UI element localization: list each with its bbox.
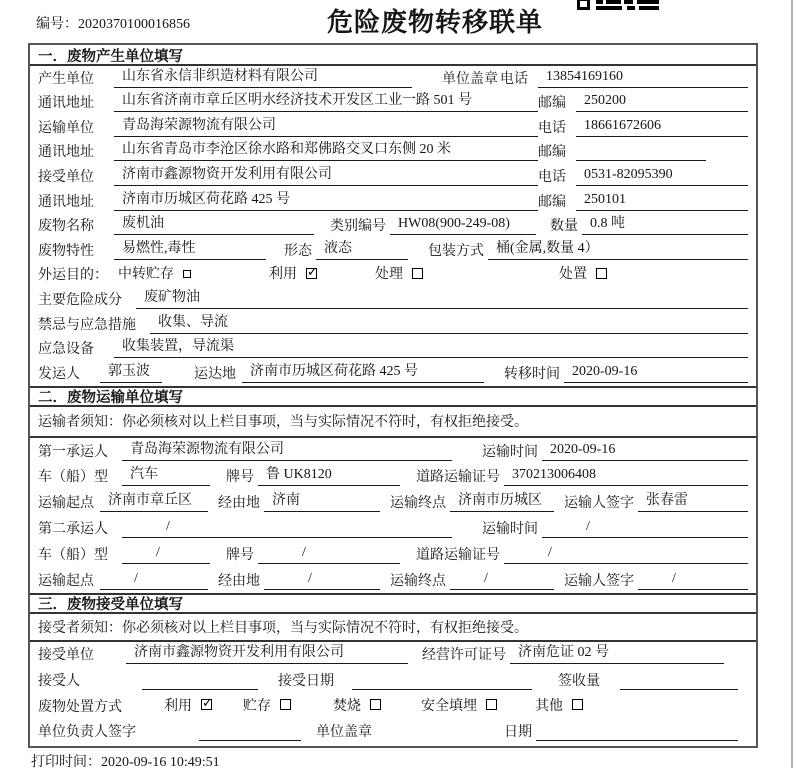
page-title: 危险废物转移联单: [326, 7, 543, 37]
row-first-carrier: [30, 438, 756, 464]
time1-label: 运输时间: [482, 444, 538, 460]
time1-value: 2020-09-16: [542, 442, 748, 461]
phone3-label: 电话: [538, 169, 566, 185]
sign1-value: 张春雷: [638, 489, 748, 512]
row-acceptor: [30, 667, 756, 693]
row-equipment: [30, 337, 756, 362]
end1-label: 运输终点: [390, 496, 446, 512]
purpose-storage-label: 中转贮存: [118, 267, 174, 283]
receiver-value: 济南市鑫源物资开发利用有限公司: [114, 164, 538, 186]
checkbox-disposal-use-icon: [201, 699, 212, 710]
license2-value: /: [504, 545, 748, 564]
accept-unit-value: 济南市鑫源物资开发利用有限公司: [126, 642, 408, 665]
chief-sign-value: [199, 738, 301, 741]
checkbox-disposal-incinerate-icon: [370, 699, 381, 710]
taboo-label: 禁忌与应急措施: [38, 317, 136, 333]
phone3-value: 0531-82095390: [576, 167, 748, 186]
unit-seal-label: 单位盖章: [442, 71, 498, 87]
transporter-notice-text: 运输者须知：你必须核对以上栏目事项，当与实际情况不符时，有权拒绝接受。: [38, 415, 528, 431]
permit-value: 济南危证 02 号: [510, 642, 724, 665]
row-receiver-address: [30, 189, 756, 214]
print-time-line: [31, 751, 220, 771]
character-label: 废物特性: [38, 243, 94, 259]
category-label: 类别编号: [330, 219, 386, 235]
plate1-label: 牌号: [226, 470, 254, 486]
time2-label: 运输时间: [482, 521, 538, 537]
plate1-value: 鲁 UK8120: [258, 464, 400, 487]
purpose-option-treat: [375, 263, 423, 287]
row-vehicle1: [30, 464, 756, 490]
zip3-label: 邮编: [538, 194, 566, 210]
hazard-label: 主要危险成分: [38, 292, 122, 308]
vehicle1-value: 汽车: [122, 464, 210, 487]
hazard-value: 废矿物油: [136, 287, 748, 309]
phone2-label: 电话: [538, 120, 566, 136]
purpose-option-storage: [118, 263, 191, 287]
origin2-value: /: [100, 571, 208, 590]
phone1-label: 电话: [500, 71, 528, 87]
sign2-label: 运输人签字: [564, 573, 634, 589]
license1-value: 370213006408: [504, 467, 748, 486]
via2-value: /: [264, 571, 380, 590]
row-waste-character: [30, 238, 756, 263]
license1-label: 道路运输证号: [416, 470, 500, 486]
row-producer: [30, 66, 756, 91]
purpose-use-label: 利用: [269, 267, 297, 283]
permit-label: 经营许可证号: [422, 648, 506, 664]
section3-header: 三．废物接受单位填写: [30, 593, 756, 614]
disposal-landfill-label: 安全填埋: [421, 698, 477, 714]
end2-value: /: [450, 571, 554, 590]
checkbox-disposal-other-icon: [572, 699, 583, 710]
section1-header: 一．废物产生单位填写: [30, 45, 756, 66]
addr3-label: 通讯地址: [38, 194, 94, 210]
packing-value: 桶(金属,数量 4）: [488, 238, 748, 260]
addr2-value: 山东省青岛市李沧区徐水路和郑佛路交叉口东侧 20 米: [114, 140, 538, 162]
qr-code-icon: [577, 0, 665, 11]
waste-name-value: 废机油: [114, 214, 314, 236]
disposal-store-label: 贮存: [243, 698, 271, 714]
received-qty-value: [620, 687, 738, 690]
row-disposal-method: [30, 693, 756, 719]
disposal-use-label: 利用: [164, 698, 192, 714]
chief-sign-label: 单位负责人签字: [38, 725, 136, 741]
row-waste-name: [30, 214, 756, 239]
carrier1-label: 第一承运人: [38, 444, 108, 460]
equipment-label: 应急设备: [38, 342, 94, 358]
disposal-label: 废物处置方式: [38, 699, 122, 715]
packing-label: 包装方式: [428, 243, 484, 259]
plate2-value: /: [258, 545, 400, 564]
origin2-label: 运输起点: [38, 573, 94, 589]
purpose-option-use: [269, 263, 317, 287]
vehicle1-label: 车（船）型: [38, 470, 108, 486]
row-vehicle2: [30, 541, 756, 567]
section2-body: [30, 407, 756, 593]
equipment-value: 收集装置，导流渠: [114, 337, 748, 359]
sign2-value: /: [638, 571, 748, 590]
row-producer-address: [30, 91, 756, 116]
row-taboo: [30, 312, 756, 337]
disposal-incinerate-label: 焚烧: [333, 698, 361, 714]
disposal-option-incinerate: [333, 695, 381, 719]
character-value: 易燃性,毒性: [114, 238, 266, 260]
accept-date-value: [352, 687, 532, 690]
addr1-label: 通讯地址: [38, 96, 94, 112]
purpose-option-dispose: [559, 263, 607, 287]
sign1-label: 运输人签字: [564, 496, 634, 512]
row-transport-purpose: [30, 263, 756, 288]
end2-label: 运输终点: [390, 573, 446, 589]
carrier2-label: 第二承运人: [38, 521, 108, 537]
received-qty-label: 签收量: [558, 673, 600, 689]
waste-name-label: 废物名称: [38, 219, 94, 235]
checkbox-treat-icon: [412, 268, 423, 279]
disposal-other-label: 其他: [535, 698, 563, 714]
section3-body: [30, 614, 756, 745]
row-receiver-notice: [30, 614, 756, 642]
vehicle2-label: 车（船）型: [38, 547, 108, 563]
section2-header: 二．废物运输单位填写: [30, 386, 756, 407]
via1-label: 经由地: [218, 496, 260, 512]
transporter-value: 青岛海荣源物流有限公司: [114, 115, 538, 137]
acceptor-value: [142, 687, 258, 690]
category-value: HW08(900-249-08): [390, 216, 536, 235]
disposal-option-other: [535, 695, 583, 719]
transfer-form: [28, 43, 758, 748]
section1-body: [30, 66, 756, 386]
license2-label: 道路运输证号: [416, 547, 500, 563]
accept-unit-label: 接受单位: [38, 648, 94, 664]
row-accept-unit: [30, 642, 756, 668]
carrier2-value: /: [122, 519, 452, 538]
taboo-value: 收集、导流: [150, 312, 748, 334]
row-transporter: [30, 115, 756, 140]
checkbox-dispose-icon: [596, 268, 607, 279]
phone2-value: 18661672606: [576, 118, 748, 137]
unit-seal2-label: 单位盖章: [316, 725, 372, 741]
date-label: 日期: [504, 725, 532, 741]
row-route1: [30, 489, 756, 515]
time2-value: /: [542, 519, 748, 538]
row-hazard: [30, 287, 756, 312]
row-transporter-notice: [30, 407, 756, 438]
checkbox-storage-icon: [183, 270, 191, 278]
plate2-label: 牌号: [226, 547, 254, 563]
print-time-label: 打印时间：: [31, 755, 101, 770]
addr3-value: 济南市历城区荷花路 425 号: [114, 189, 538, 211]
quantity-value: 0.8 吨: [582, 214, 748, 236]
acceptor-label: 接受人: [38, 673, 80, 689]
origin1-value: 济南市章丘区: [100, 489, 208, 512]
consignor-label: 发运人: [38, 366, 80, 382]
checkbox-disposal-landfill-icon: [486, 699, 497, 710]
receiver-label: 接受单位: [38, 169, 94, 185]
quantity-label: 数量: [550, 219, 578, 235]
row-second-carrier: [30, 515, 756, 541]
zip2-value: [576, 158, 706, 161]
disposal-option-landfill: [421, 695, 497, 719]
form-value: 液态: [316, 238, 408, 260]
row-route2: [30, 567, 756, 593]
row-receiver: [30, 164, 756, 189]
consignor-value: 郭玉波: [100, 361, 162, 383]
row-consignor: [30, 361, 756, 386]
zip2-label: 邮编: [538, 145, 566, 161]
zip1-value: 250200: [576, 93, 748, 112]
disposal-option-use: [164, 695, 212, 719]
vehicle2-value: /: [122, 545, 210, 564]
via2-label: 经由地: [218, 573, 260, 589]
row-chief-signature: [30, 719, 756, 745]
producer-label: 产生单位: [38, 71, 94, 87]
purpose-treat-label: 处理: [375, 267, 403, 283]
destination-label: 运达地: [194, 366, 236, 382]
page-edge-divider: [791, 0, 793, 768]
transporter-label: 运输单位: [38, 120, 94, 136]
serial-label: 编号：: [36, 17, 78, 32]
origin1-label: 运输起点: [38, 496, 94, 512]
carrier1-value: 青岛海荣源物流有限公司: [122, 438, 452, 461]
transfer-date-value: 2020-09-16: [564, 364, 748, 383]
accept-date-label: 接受日期: [278, 673, 334, 689]
destination-value: 济南市历城区荷花路 425 号: [242, 361, 484, 383]
date-value: [536, 738, 738, 741]
purpose-dispose-label: 处置: [559, 267, 587, 283]
row-transporter-address: [30, 140, 756, 165]
transfer-date-label: 转移时间: [504, 366, 560, 382]
checkbox-use-icon: [306, 268, 317, 279]
zip1-label: 邮编: [538, 96, 566, 112]
addr1-value: 山东省济南市章丘区明水经济技术开发区工业一路 501 号: [114, 91, 538, 113]
via1-value: 济南: [264, 489, 380, 512]
purpose-label: 外运目的：: [38, 268, 108, 284]
end1-value: 济南市历城区: [450, 489, 554, 512]
addr2-label: 通讯地址: [38, 145, 94, 161]
serial-value: 2020370100016856: [78, 17, 190, 32]
print-time-value: 2020-09-16 10:49:51: [101, 755, 220, 770]
checkbox-disposal-store-icon: [280, 699, 291, 710]
phone1-value: 13854169160: [538, 69, 748, 88]
disposal-option-store: [243, 695, 291, 719]
receiver-notice-text: 接受者须知：你必须核对以上栏目事项，当与实际情况不符时，有权拒绝接受。: [38, 620, 528, 636]
producer-value: 山东省永信非织造材料有限公司: [114, 66, 412, 88]
form-label: 形态: [284, 243, 312, 259]
zip3-value: 250101: [576, 192, 748, 211]
